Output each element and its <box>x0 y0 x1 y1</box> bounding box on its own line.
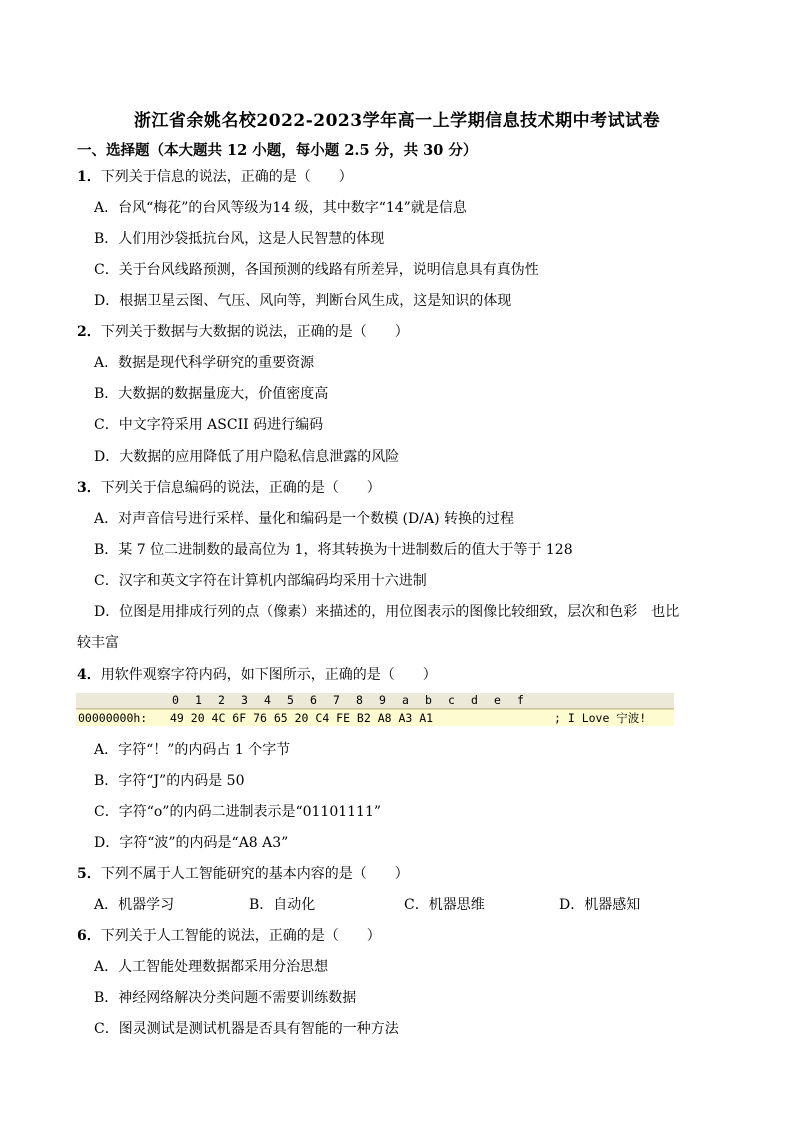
question-6-stem <box>77 925 381 945</box>
q3-option-b: B．某 7 位二进制数的最高位为 1，将其转换为十进制数后的值大于等于 128 <box>94 542 573 558</box>
q5-choice-d: D．机器感知 <box>559 897 641 913</box>
q1-option-a: A．台风“梅花”的台风等级为14 级，其中数字“14”就是信息 <box>94 200 467 216</box>
q3-option-d-continuation: 较丰富 <box>77 635 119 651</box>
hex-text-preview: ; I Love 宁波! <box>554 711 647 725</box>
hex-column-label: 7 <box>333 693 340 707</box>
hex-column-label: 9 <box>379 693 386 707</box>
question-number: 5． <box>77 866 101 882</box>
hex-column-label: b <box>425 693 432 707</box>
hex-column-label: 2 <box>218 693 225 707</box>
q4-option-a: A．字符“！”的内码占 1 个字节 <box>94 742 291 758</box>
section-heading: 一、选择题（本大题共 12 小题，每小题 2.5 分，共 30 分） <box>77 142 478 159</box>
q5-choice-a: A．机器学习 <box>94 897 175 913</box>
hex-column-label: e <box>494 693 501 707</box>
q1-option-d: D．根据卫星云图、气压、风向等，判断台风生成，这是知识的体现 <box>94 293 512 309</box>
q6-option-c: C．图灵测试是测试机器是否具有智能的一种方法 <box>94 1021 399 1037</box>
hex-column-label: 1 <box>195 693 202 707</box>
hex-column-label: 6 <box>310 693 317 707</box>
hex-column-label: f <box>517 693 524 707</box>
question-2-stem <box>77 321 409 341</box>
q3-option-c: C．汉字和英文字符在计算机内部编码均采用十六进制 <box>94 573 427 589</box>
hex-column-label: 4 <box>264 693 271 707</box>
q2-option-c: C．中文字符采用 ASCII 码进行编码 <box>94 417 324 433</box>
hex-column-header <box>76 693 674 709</box>
q3-option-a: A．对声音信号进行采样、量化和编码是一个数模 (D/A) 转换的过程 <box>94 511 514 527</box>
hex-column-label: 3 <box>241 693 248 707</box>
q6-option-a: A．人工智能处理数据都采用分治思想 <box>94 959 329 975</box>
q3-option-d: D．位图是用排成行列的点（像素）来描述的，用位图表示的图像比较细致，层次和色彩 也比 <box>94 604 680 620</box>
question-number: 4． <box>77 667 101 683</box>
question-5-stem <box>77 863 409 883</box>
question-number: 1． <box>77 169 101 185</box>
hex-column-label: d <box>471 693 478 707</box>
question-number: 3． <box>77 480 101 496</box>
hex-column-label: c <box>448 693 455 707</box>
question-text: 下列关于信息的说法，正确的是（ ） <box>100 169 353 185</box>
q4-option-c: C．字符“o”的内码二进制表示是“01101111” <box>94 804 382 820</box>
exam-title: 浙江省余姚名校2022-2023学年高一上学期信息技术期中考试试卷 <box>133 111 661 131</box>
q2-option-b: B．大数据的数据量庞大，价值密度高 <box>94 386 329 402</box>
hex-column-label: a <box>402 693 409 707</box>
q2-option-d: D．大数据的应用降低了用户隐私信息泄露的风险 <box>94 449 400 465</box>
question-text: 下列关于信息编码的说法，正确的是（ ） <box>100 480 381 496</box>
q4-option-b: B．字符“J”的内码是 50 <box>94 773 245 789</box>
question-number: 6． <box>77 928 101 944</box>
q5-choice-b: B．自动化 <box>249 897 316 913</box>
q1-option-b: B．人们用沙袋抵抗台风，这是人民智慧的体现 <box>94 231 385 247</box>
question-text: 下列关于数据与大数据的说法，正确的是（ ） <box>100 324 409 340</box>
question-3-stem <box>77 477 381 497</box>
hex-column-label: 5 <box>287 693 294 707</box>
hex-bytes: 49 20 4C 6F 76 65 20 C4 FE B2 A8 A3 A1 <box>170 711 434 725</box>
q5-choice-c: C．机器思维 <box>404 897 485 913</box>
q1-option-c: C．关于台风线路预测，各国预测的线路有所差异，说明信息具有真伪性 <box>94 262 539 278</box>
question-text: 下列关于人工智能的说法，正确的是（ ） <box>100 928 381 944</box>
hex-address: 00000000h: <box>78 711 148 725</box>
q6-option-b: B．神经网络解决分类问题不需要训练数据 <box>94 990 357 1006</box>
hex-data-row <box>76 709 674 726</box>
question-1-stem <box>77 166 353 186</box>
q2-option-a: A．数据是现代科学研究的重要资源 <box>94 355 315 371</box>
hex-column-label: 8 <box>356 693 363 707</box>
question-text: 用软件观察字符内码，如下图所示，正确的是（ ） <box>100 667 437 683</box>
question-4-stem <box>77 664 437 684</box>
q4-option-d: D．字符“波”的内码是“A8 A3” <box>94 835 289 851</box>
question-text: 下列不属于人工智能研究的基本内容的是（ ） <box>100 866 409 882</box>
question-number: 2． <box>77 324 101 340</box>
hex-column-label: 0 <box>172 693 179 707</box>
hex-viewer-figure <box>76 693 674 725</box>
